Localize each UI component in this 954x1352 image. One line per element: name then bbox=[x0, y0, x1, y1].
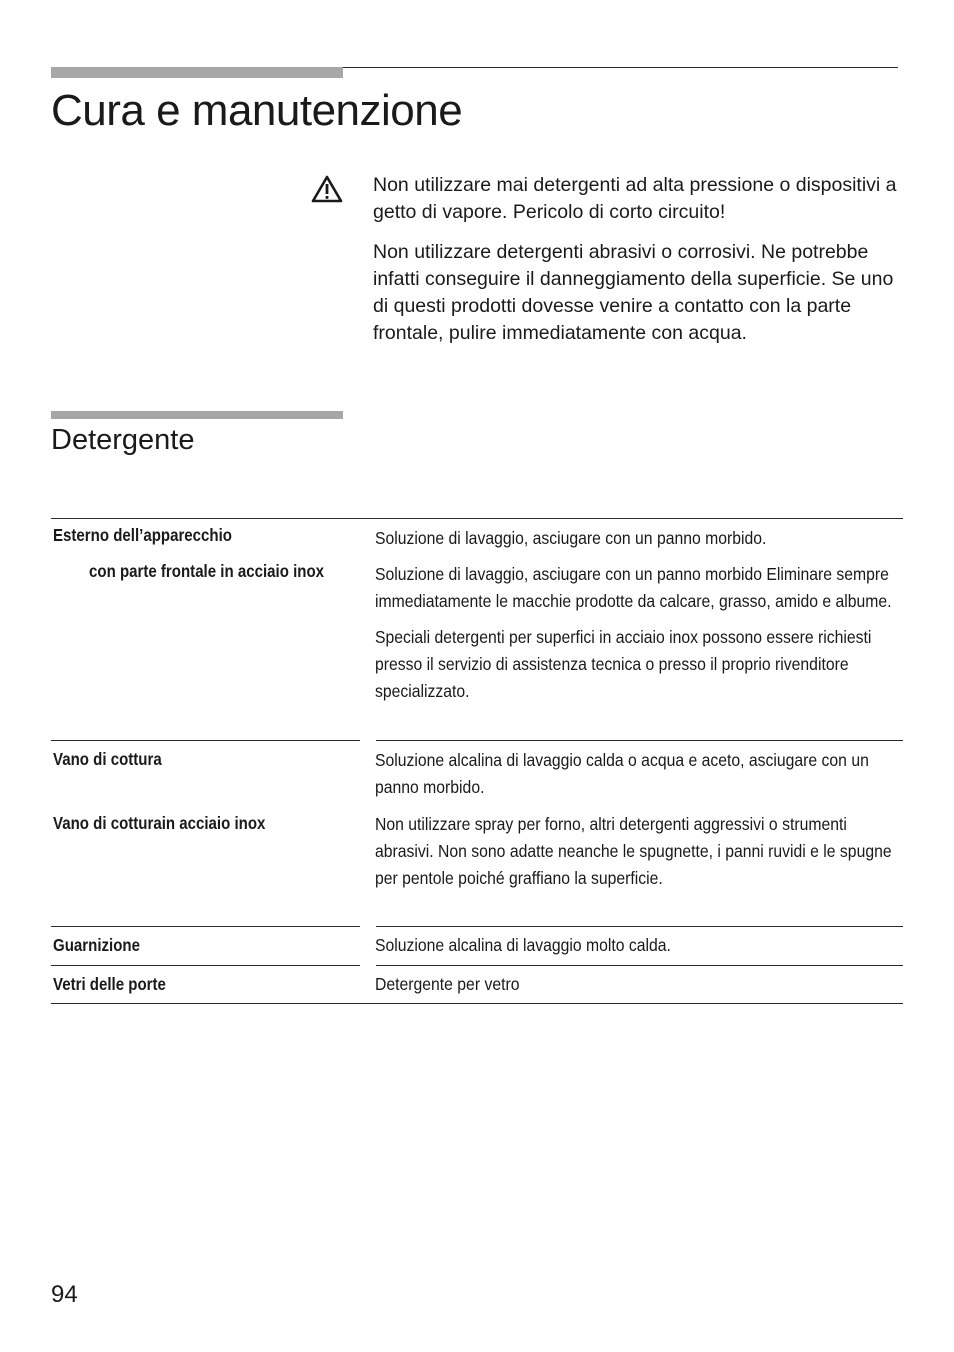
warning-paragraph: Non utilizzare detergenti abrasivi o corrosivi. Ne potrebbe infatti conseguire il danneggiamento della superficie. Se uno di questi prodotti dovesse venire a contatto con la parte frontale, pulire immediatamente con acqua. bbox=[373, 241, 894, 344]
page-number: 94 bbox=[51, 1281, 78, 1308]
table-cell-paragraph: Speciali detergenti per superfici in acciaio inox possono essere richiesti presso il servizio di assistenza tecnica o presso il proprio rivenditore specializzato. bbox=[375, 627, 872, 701]
table-row-value: Non utilizzare spray per forno, altri detergenti aggressivi o strumenti abrasivi. Non sono adatte neanche le spugnette, i panni ruvidi e le spugne per pentole poiché graffiano la superficie. bbox=[375, 814, 892, 888]
row-divider-left bbox=[51, 926, 360, 927]
header-accent-bar bbox=[51, 67, 343, 78]
table-row-value: Soluzione alcalina di lavaggio calda o acqua e aceto, asciugare con un panno morbido. bbox=[375, 750, 869, 797]
section-accent-bar bbox=[51, 411, 343, 419]
table-row-label: Vetri delle porte bbox=[53, 974, 166, 994]
row-divider-left bbox=[51, 740, 360, 741]
warning-triangle-icon bbox=[311, 175, 343, 203]
row-divider-left bbox=[51, 965, 360, 966]
warning-paragraph: Non utilizzare mai detergenti ad alta pressione o dispositivi a getto di vapore. Pericolo di corto circuito! bbox=[373, 174, 897, 223]
table-top-rule bbox=[51, 518, 903, 519]
header-rule bbox=[343, 67, 898, 68]
table-cell-paragraph: Soluzione di lavaggio, asciugare con un panno morbido Eliminare sempre immediatamente le macchie prodotte da calcare, grasso, amido e albume. bbox=[375, 564, 892, 611]
table-row-label: con parte frontale in acciaio inox bbox=[89, 561, 325, 581]
table-row-value: Detergente per vetro bbox=[375, 974, 520, 994]
row-divider-right bbox=[376, 965, 903, 966]
table-row-label: Guarnizione bbox=[53, 935, 140, 955]
table-row-value: Soluzione alcalina di lavaggio molto calda. bbox=[375, 935, 671, 955]
page-title: Cura e manutenzione bbox=[51, 86, 463, 135]
table-row-value: Soluzione di lavaggio, asciugare con un panno morbido. bbox=[375, 528, 767, 548]
table-bottom-rule bbox=[51, 1003, 903, 1004]
row-divider-right bbox=[376, 740, 903, 741]
table-row-value bbox=[375, 561, 894, 705]
table-row-label: Vano di cottura bbox=[53, 749, 162, 769]
table-row-label: Esterno dell’apparecchio bbox=[53, 525, 232, 545]
warning-text-block bbox=[373, 172, 898, 360]
table-row-label: Vano di cotturain acciaio inox bbox=[53, 813, 266, 833]
section-title: Detergente bbox=[51, 424, 195, 456]
row-divider-right bbox=[376, 926, 903, 927]
